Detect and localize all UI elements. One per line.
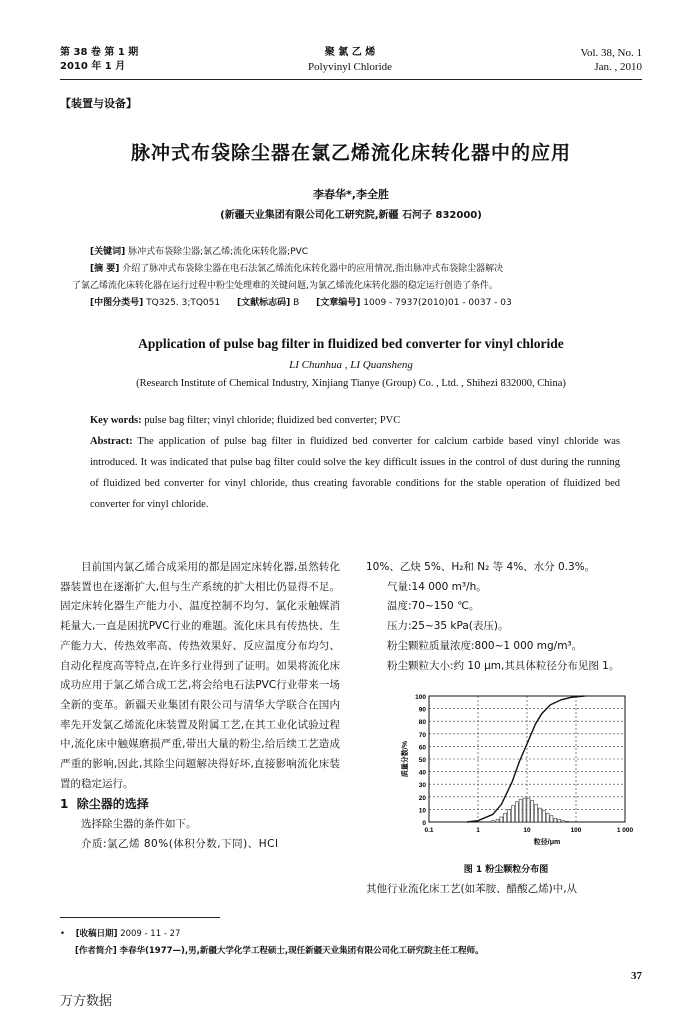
affiliation-cn: (新疆天业集团有限公司化工研究院,新疆 石河子 832000): [220, 210, 482, 221]
gas-volume: 气量:14 000 m³/h。: [387, 580, 487, 593]
author-bio-label: [作者简介]: [75, 946, 117, 956]
x-tick-label: 0.1: [424, 827, 434, 834]
section-title: 除尘器的选择: [76, 797, 149, 812]
received-line: [60, 926, 650, 943]
author-bio-line: [60, 943, 650, 960]
temperature: 温度:70~150 ℃。: [387, 600, 480, 613]
doc-code-label: [文献标志码]: [236, 298, 291, 308]
header-journal-info-right: [580, 46, 642, 74]
y-tick-label: 50: [418, 757, 426, 764]
y-tick-label: 40: [418, 769, 426, 777]
bullet-icon: •: [60, 929, 66, 939]
y-tick-label: 80: [418, 719, 426, 727]
received-label: [收稿日期]: [75, 929, 118, 939]
y-tick-label: 90: [418, 706, 426, 714]
header-volume-en: Vol. 38, No. 1: [580, 47, 642, 59]
x-tick-label: 1: [476, 827, 480, 834]
abstract-cn-block: [90, 244, 620, 278]
y-tick-label: 20: [418, 794, 426, 802]
y-tick-label: 30: [418, 782, 426, 790]
x-axis-label: 粒径/μm: [533, 839, 561, 846]
keywords-cn-line: [90, 244, 620, 261]
dust-size: 粉尘颗粒大小:约 10 μm,其具体粒径分布见图 1。: [387, 659, 620, 672]
header-journal-info-left: [60, 46, 138, 74]
abstract-cn-line: [90, 261, 620, 278]
header-date-en: Jan. , 2010: [594, 61, 642, 73]
y-tick-label: 70: [418, 731, 426, 739]
distribution-bar: [500, 817, 503, 822]
distribution-bar: [558, 819, 561, 822]
abstract-en-label: Abstract:: [90, 436, 133, 447]
y-tick-label: 10: [418, 807, 426, 815]
header-volume: 第 38 卷 第 1 期: [60, 47, 139, 58]
distribution-bar: [508, 809, 511, 822]
abstract-en-block: [90, 410, 620, 515]
doc-code: B: [293, 298, 300, 308]
medium-line: 介质:氯乙烯 80%(体积分数,下同)、HCl: [81, 837, 279, 850]
y-tick-label: 0: [422, 820, 426, 827]
distribution-bar: [504, 813, 507, 822]
header-journal-name: [260, 46, 440, 74]
clc-label: [中图分类号]: [90, 298, 144, 308]
abstract-en-paragraph: [60, 431, 620, 515]
article-no: 1009 - 7937(2010)01 - 0037 - 03: [363, 298, 512, 308]
paper-title-cn: 脉冲式布袋除尘器在氯乙烯流化床转化器中的应用: [130, 142, 571, 164]
watermark: 万方数据: [60, 994, 113, 1009]
keywords-en: pulse bag filter; vinyl chloride; fluidized bed converter; PVC: [144, 415, 401, 426]
header-journal-name-cn: 聚 氯 乙 烯: [324, 47, 376, 58]
header-journal-name-en: Polyvinyl Chloride: [307, 61, 393, 73]
distribution-bar: [512, 806, 515, 822]
body-left-column: [60, 558, 340, 855]
keywords-en-label: Key words:: [90, 415, 142, 426]
distribution-bar: [546, 813, 549, 822]
medium-continued: 10%、乙炔 5%、H₂和 N₂ 等 4%、水分 0.3%。: [366, 561, 596, 573]
keywords-cn: 脉冲式布袋除尘器;氯乙烯;流化床转化器;PVC: [128, 247, 309, 257]
distribution-bar: [515, 802, 518, 822]
received-date: 2009 - 11 - 27: [120, 929, 181, 939]
section-number: 1: [60, 797, 69, 812]
authors-cn: 李春华*,李全胜: [313, 188, 389, 201]
x-tick-label: 10: [523, 827, 531, 834]
authors-en: LI Chunhua , LI Quansheng: [289, 359, 413, 371]
author-bio: 李春华(1977—),男,新疆大学化学工程硕士,现任新疆天业集团有限公司化工研究院主任工程师。: [119, 946, 484, 956]
particle-size-chart: [395, 690, 635, 860]
keywords-en-line: [90, 410, 620, 431]
distribution-bar: [531, 801, 534, 822]
distribution-bar: [538, 808, 541, 822]
distribution-bar: [550, 816, 553, 822]
keywords-cn-label: [关键词]: [90, 247, 126, 257]
paper-title-en: Application of pulse bag filter in fluidized bed converter for vinyl chloride: [138, 336, 564, 351]
distribution-bar: [519, 799, 522, 822]
affiliation-en: (Research Institute of Chemical Industry, Xinjiang Tianye (Group) Co. , Ltd. , Shihezi 832000, China): [136, 378, 566, 389]
footnote-block: [60, 926, 650, 960]
abstract-cn-text-1: 介绍了脉冲式布袋除尘器在电石法氯乙烯流化床转化器中的应用情况,指出脉冲式布袋除尘器解决: [122, 264, 504, 274]
figure-caption: 图 1 粉尘颗粒分布图: [463, 865, 549, 875]
x-tick-label: 1 000: [616, 827, 634, 834]
distribution-bar: [527, 798, 530, 822]
distribution-bar: [535, 804, 538, 822]
y-tick-label: 100: [415, 694, 426, 701]
abstract-cn-continuation: 了氯乙烯流化床转化器在运行过程中粉尘处理难的关键问题,为氯乙烯流化床转化器的稳定运行创造了条件。: [72, 281, 498, 291]
y-axis-label: 质量分数/%: [402, 740, 409, 778]
section-tag: 【装置与设备】: [60, 97, 137, 110]
classification-line: [90, 295, 630, 312]
header-rule: [60, 79, 642, 80]
footnote-rule: [60, 917, 220, 918]
clc-code: TQ325. 3;TQ051: [146, 298, 221, 308]
header-date: 2010 年 1 月: [60, 61, 126, 72]
distribution-bar: [554, 818, 557, 822]
pressure: 压力:25~35 kPa(表压)。: [387, 620, 509, 633]
body-right-column: [366, 558, 646, 676]
distribution-bar: [542, 811, 545, 822]
abstract-en-text: The application of pulse bag filter in fluidized bed converter for calcium carbide based vinyl chloride was introduced. It was indicated that pulse bag filter could solve the key difficult issues in the control of dust during the running of fluidized bed converter for vinyl chloride, thus creating favorable conditions for the stable operation of fluidized bed converter for vinyl chloride.: [90, 436, 620, 510]
section-heading: [60, 795, 340, 815]
abstract-cn-label: [摘 要]: [90, 264, 120, 274]
page-number: 37: [631, 970, 642, 982]
distribution-bar: [496, 819, 499, 822]
distribution-bar: [562, 821, 565, 822]
figure-1: [395, 690, 635, 860]
intro-paragraph: 目前国内氯乙烯合成采用的都是固定床转化器,虽然转化器装置也在逐渐扩大,但与生产系统的扩大相比仍显得不足。固定床转化器生产能力小、温度控制不均匀、氯化汞触媒消耗量大,一直是困扰PVC行业的难题。流化床具有传热快、生产能力大、传热效率高、传热效果好、反应温度分布均匀、自动化程度高等特点,在许多行业得到了证明。如果将流化床成功应用于氯乙烯合成工艺,将会给电石法PVC行业带来一场全新的变革。新疆天业集团有限公司与清华大学联合在国内率先开发氯乙烯流化床装置及附属工艺,在其工业化试验过程中,流化床中触媒磨损严重,带出大量的粉尘,给后续工艺造成严重的影响,因此,其除尘问题解决得好坏,直接影响流化床装置的稳定运行。: [60, 561, 340, 790]
selection-intro: 选择除尘器的条件如下。: [81, 818, 197, 831]
article-no-label: [文章编号]: [316, 298, 361, 308]
distribution-bar: [491, 821, 494, 822]
dust-concentration: 粉尘颗粒质量浓度:800~1 000 mg/m³。: [387, 639, 583, 652]
y-tick-label: 60: [418, 744, 426, 752]
distribution-bar: [565, 821, 568, 822]
after-figure-line: 其他行业流化床工艺(如苯胺、醋酸乙烯)中,从: [366, 883, 578, 895]
x-tick-label: 100: [570, 827, 582, 834]
distribution-bar: [523, 798, 526, 822]
